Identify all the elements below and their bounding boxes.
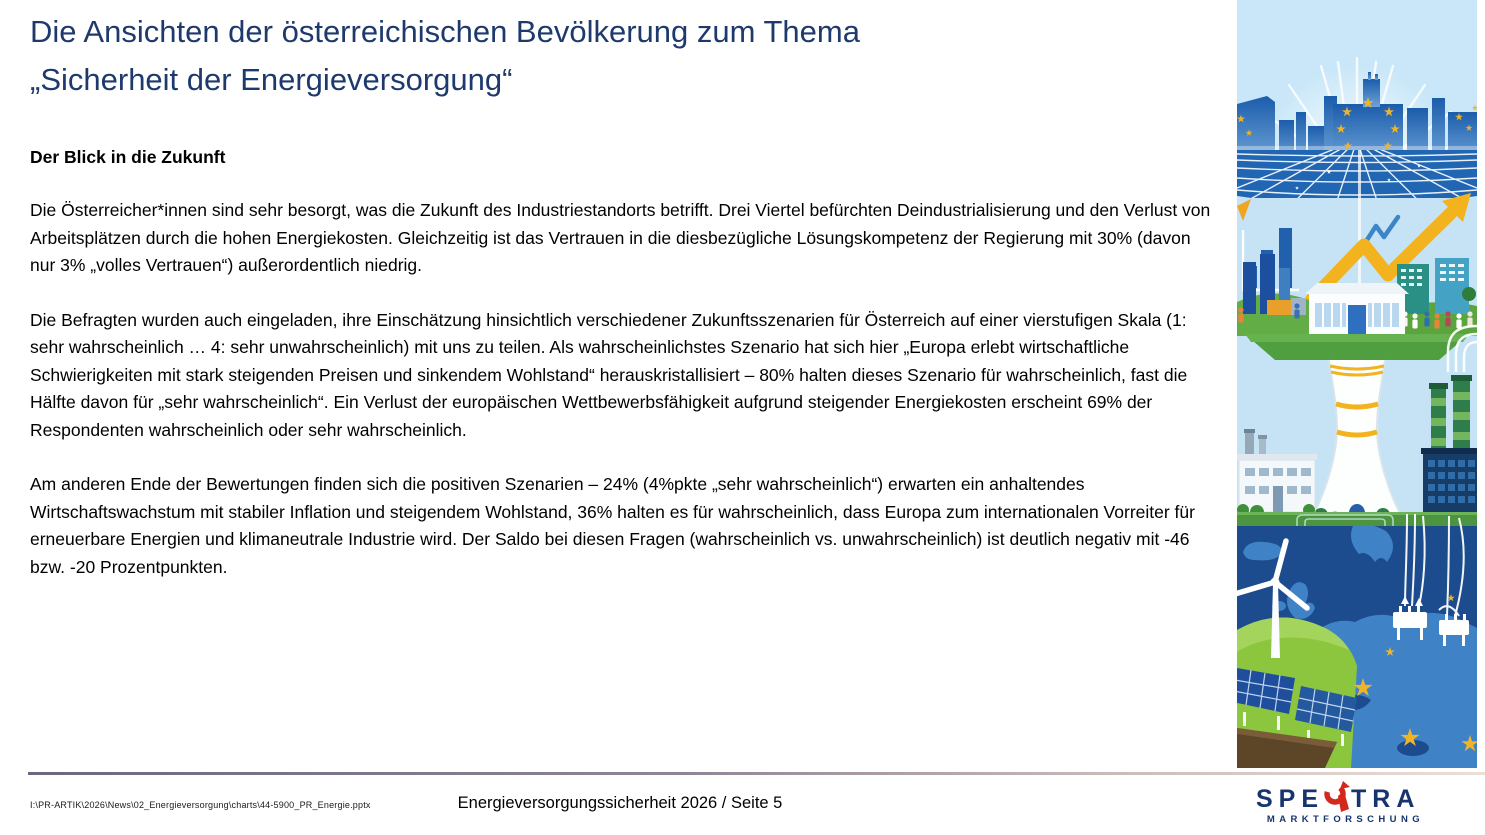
paragraph-3: Am anderen Ende der Bewertungen finden sich die positiven Szenarien – 24% (4%pkte „sehr wahrscheinlich“) erwarten ein anhaltendes Wirtschaftswachstum mit stabiler Inflation und steigendem Wohlstand, 36% halten es für wahrscheinlich, dass Europa zum internationalen Vorreiter für erneuerbare Energien und klimaneutrale Industrie wird. Der Saldo bei diesen Fragen (wahrscheinlich vs. unwahrscheinlich) ist deutlich negativ mit -46 bzw. -20 Prozentpunkten. <box>30 474 1195 577</box>
file-path: I:\PR-ARTIK\2026\News\02_Energieversorgung\charts\44-5900_PR_Energie.pptx <box>30 800 371 810</box>
green-platform <box>1245 334 1469 360</box>
section-heading: Der Blick in die Zukunft <box>30 147 226 167</box>
body-text <box>30 197 1215 608</box>
footer-page-label: Energieversorgungssicherheit 2026 / Seite 5 <box>457 794 783 812</box>
spectra-wordmark <box>1256 781 1424 812</box>
page-title <box>30 8 1210 104</box>
paragraph-1: Die Österreicher*innen sind sehr besorgt, was die Zukunft des Industriestandorts betrifft. Drei Viertel befürchten Deindustrialisierung und den Verlust von Arbeitsplätzen durch die hohen Energiekosten. Gleichzeitig ist das Vertrauen in die diesbezügliche Lösungskompetenz der Regierung mit 30% (davon nur 3% „volles Vertrauen“) außerordentlich niedrig. <box>30 200 1211 275</box>
ground-strip <box>1237 512 1477 526</box>
energy-europe-illustration <box>1237 0 1477 768</box>
paragraph-2: Die Befragten wurden auch eingeladen, ihre Einschätzung hinsichtlich verschiedener Zukunftsszenarien für Österreich auf einer vierstufigen Skala (1: sehr wahrscheinlich … 4: sehr unwahrscheinlich) mit uns zu teilen. Als wahrscheinlichstes Szenario hat sich hier „Europa erlebt wirtschaftliche Schwierigkeiten mit stark steigenden Preisen und sinkendem Wohlstand“ herauskristallisiert – 80% halten dieses Szenario für wahrscheinlich, fast die Hälfte davon für „sehr wahrscheinlich“. Ein Verlust der europäischen Wettbewerbsfähigkeit aufgrund steigender Energiekosten erscheint 69% der Respondenten wahrscheinlich oder sehr wahrscheinlich. <box>30 309 1188 440</box>
page-title-line1: Die Ansichten der österreichischen Bevölkerung zum Thema <box>30 14 860 49</box>
logo-text-prefix: SPE <box>1256 785 1325 813</box>
logo-subtitle: MARKTFORSCHUNG <box>1266 814 1424 825</box>
spectra-red-c-arrow-icon <box>1323 781 1350 812</box>
spectra-logo <box>1256 781 1424 825</box>
footer-divider <box>28 772 1485 775</box>
logo-text-suffix: TRA <box>1351 785 1421 813</box>
classical-building <box>1305 283 1409 334</box>
page-title-line2: „Sicherheit der Energieversorgung“ <box>30 62 513 97</box>
